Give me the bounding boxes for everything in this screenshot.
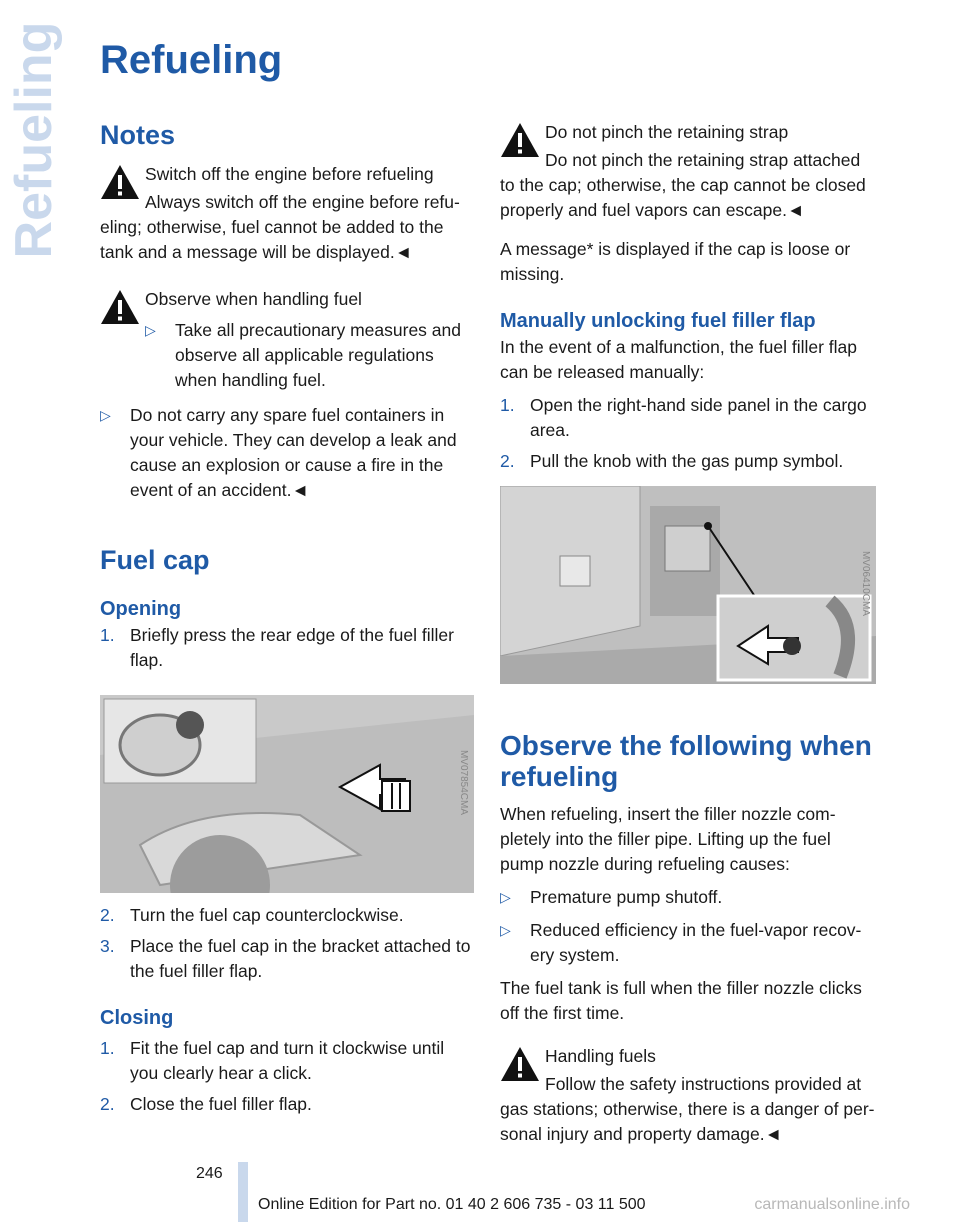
- step-number: 2.: [100, 905, 115, 925]
- list-item: [500, 918, 876, 968]
- figure-code: MV06410CMA: [860, 550, 871, 616]
- step-number: 2.: [500, 451, 515, 471]
- step: [100, 623, 476, 673]
- side-tab-label: Refueling: [5, 21, 63, 259]
- page-number: 246: [196, 1165, 223, 1182]
- step-text: Pull the knob with the gas pump symbol.: [530, 451, 844, 471]
- warning-handling-fuels: [500, 1044, 876, 1147]
- warning-retaining-strap: [500, 120, 876, 223]
- list-item-text: Do not carry any spare fuel containers in your vehicle. They can develop a leak and cause an explosion or cause a fire in the event of an accident.◄: [130, 405, 457, 500]
- notes-heading: Notes: [100, 120, 176, 150]
- bullet-icon: ▷: [145, 322, 156, 338]
- warning-text-first: Do not pinch the retaining strap attached: [545, 150, 861, 170]
- warning-triangle-icon: [500, 1046, 540, 1082]
- left-column: [100, 118, 476, 1117]
- step-number: 1.: [500, 395, 515, 415]
- warning-title: Handling fuels: [545, 1046, 656, 1066]
- opening-heading: Opening: [100, 598, 182, 620]
- list-item-text: Reduced efficiency in the fuel-vapor recov-ery system.: [530, 920, 862, 965]
- observe-heading: Observe the following when refueling: [500, 730, 872, 792]
- closing-heading: Closing: [100, 1007, 174, 1029]
- warning-title: Switch off the engine before refueling: [145, 164, 434, 184]
- warning-triangle-icon: [500, 122, 540, 158]
- watermark: carmanualsonline.info: [754, 1196, 910, 1213]
- fuel-filler-flap-illustration: [100, 695, 474, 893]
- step-text: Close the fuel filler flap.: [130, 1094, 312, 1114]
- warning-title: Do not pinch the retaining strap: [545, 122, 789, 142]
- step: [100, 1036, 476, 1086]
- fuel-flap-drawing: [100, 695, 474, 893]
- tank-full-note: The fuel tank is full when the filler nozzle clicks off the first time.: [500, 978, 862, 1023]
- observe-intro: When refueling, insert the filler nozzle com-pletely into the filler pipe. Lifting up the fuel pump nozzle during refueling causes:: [500, 804, 836, 874]
- step: [500, 393, 876, 443]
- warning-fuel-handling: [100, 287, 476, 503]
- fuel-cap-heading: Fuel cap: [100, 545, 210, 575]
- footer-text: Online Edition for Part no. 01 40 2 606 735 - 03 11 500: [258, 1196, 646, 1213]
- list-item: [145, 318, 476, 393]
- step: [100, 934, 476, 984]
- footer-bar: [238, 1162, 248, 1222]
- warning-text-rest: gas stations; otherwise, there is a danger of per-sonal injury and property damage.◄: [500, 1099, 875, 1144]
- cargo-panel-illustration: [500, 486, 876, 684]
- side-tab: [0, 0, 64, 300]
- warning-text-rest: to the cap; otherwise, the cap cannot be closed properly and fuel vapors can escape.◄: [500, 175, 866, 220]
- cargo-panel-drawing: [500, 486, 876, 684]
- warning-triangle-icon: [100, 164, 140, 200]
- step-number: 2.: [100, 1094, 115, 1114]
- manual-unlock-intro: In the event of a malfunction, the fuel filler flap can be released manually:: [500, 337, 858, 382]
- warning-text-rest: eling; otherwise, fuel cannot be added to the tank and a message will be displayed.◄: [100, 217, 444, 262]
- step-number: 1.: [100, 1038, 115, 1058]
- step-number: 3.: [100, 936, 115, 956]
- figure-code: MV07854CMA: [458, 749, 469, 815]
- step-text: Turn the fuel cap counterclockwise.: [130, 905, 404, 925]
- step-text: Place the fuel cap in the bracket attached to the fuel filler flap.: [130, 936, 471, 981]
- list-item-text: Premature pump shutoff.: [530, 887, 723, 907]
- list-item: [500, 885, 876, 910]
- step-text: Briefly press the rear edge of the fuel filler flap.: [130, 625, 454, 670]
- list-item: [100, 403, 476, 503]
- step: [100, 1092, 476, 1117]
- list-item-text: Take all precautionary measures and observe all applicable regulations when handling fuel.: [175, 320, 461, 390]
- step: [500, 449, 876, 474]
- step-text: Open the right-hand side panel in the cargo area.: [530, 395, 867, 440]
- warning-text-first: Always switch off the engine before refu-: [145, 192, 460, 212]
- bullet-icon: ▷: [500, 922, 511, 938]
- page-title: Refueling: [100, 38, 283, 82]
- bullet-icon: ▷: [100, 407, 111, 423]
- bullet-icon: ▷: [500, 889, 511, 905]
- manual-unlock-heading: Manually unlocking fuel filler flap: [500, 310, 816, 332]
- step-text: Fit the fuel cap and turn it clockwise until you clearly hear a click.: [130, 1038, 445, 1083]
- warning-text-first: Follow the safety instructions provided at: [545, 1074, 862, 1094]
- message-note: A message* is displayed if the cap is loose or missing.: [500, 239, 851, 284]
- warning-title: Observe when handling fuel: [145, 289, 362, 309]
- warning-triangle-icon: [100, 289, 140, 325]
- right-column: [500, 118, 876, 1147]
- step-number: 1.: [100, 625, 115, 645]
- warning-engine: [100, 162, 476, 265]
- step: [100, 903, 476, 928]
